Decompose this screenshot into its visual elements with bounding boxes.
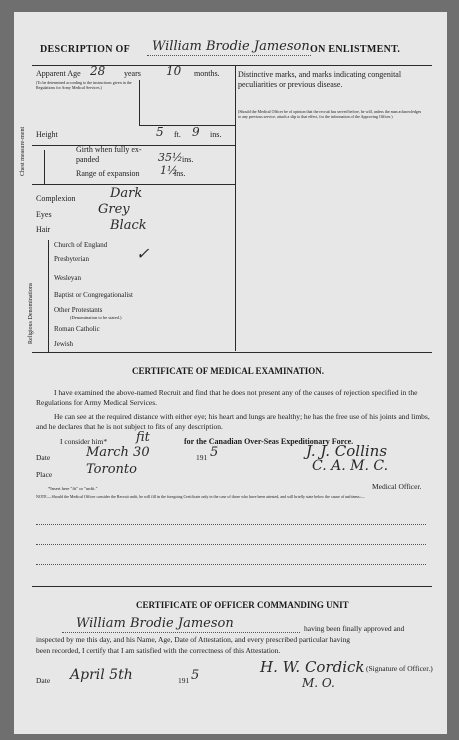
religion-label: Religious Denominations [28, 282, 34, 344]
medical-para-2: He can see at the required distance with either eye; his heart and lungs are healthy; he has the free use of his joints and limbs, and he declares that he is not subject to fits of any description. [36, 412, 430, 431]
medical-signature-rank: C. A. M. C. [312, 458, 389, 474]
consider-label: I consider him* [60, 437, 108, 446]
range-ins-label: ins. [174, 169, 186, 178]
place-value: Toronto [86, 462, 137, 477]
medical-signature: J. J. Collins [306, 442, 388, 460]
religion-church-of-england: Church of England [54, 241, 108, 249]
insert-note: *Insert here "fit" or "unfit." [48, 486, 98, 491]
complexion-label: Complexion [36, 194, 76, 203]
commanding-date-value: April 5th [70, 667, 133, 683]
eyes-label: Eyes [36, 210, 52, 219]
height-ft: 5 [156, 125, 164, 139]
medical-officer-label: Medical Officer. [372, 482, 422, 491]
date-label: Date [36, 453, 51, 462]
consider-value: fit [136, 430, 150, 445]
age-note: (To be determined according to the instructions given in the Regulations for Army Medical Services.) [36, 80, 132, 90]
attestation-sheet [14, 12, 447, 734]
religion-check: ✓ [136, 244, 150, 263]
medical-para-1: I have examined the above-named Recruit and find that he does not present any of the causes of rejection specified in the Regulations for Army Medical Services. [36, 388, 418, 407]
commanding-signature-label: (Signature of Officer.) [366, 664, 433, 673]
commanding-year-value: 5 [191, 668, 200, 683]
months-label: months. [194, 69, 220, 78]
recruit-name: William Brodie Jameson [152, 39, 310, 54]
hair-label: Hair [36, 225, 51, 234]
religion-baptist: Baptist or Congregationalist [54, 291, 133, 299]
title-prefix: DESCRIPTION OF [40, 44, 131, 55]
medical-heading: CERTIFICATE OF MEDICAL EXAMINATION. [132, 366, 325, 376]
years-label: years [124, 69, 141, 78]
year-value: 5 [210, 445, 219, 460]
religion-other-protestants: Other Protestants [54, 306, 103, 314]
girth-label-1: Girth when fully ex- [76, 145, 142, 154]
commanding-signature-rank: M. O. [302, 676, 335, 690]
girth-value: 35½ [158, 151, 183, 164]
range-label: Range of expansion [76, 169, 140, 178]
title-suffix: ON ENLISTMENT. [310, 44, 401, 55]
commanding-text-3: been recorded, I certify that I am satisfied with the correctness of this Attestation. [36, 646, 281, 655]
place-label: Place [36, 470, 53, 479]
religion-jewish: Jewish [54, 340, 74, 348]
ins-label: ins. [210, 130, 222, 139]
girth-label-2: panded [76, 155, 100, 164]
marks-heading: Distinctive marks, and marks indicating congenital peculiarities or previous disease. [238, 70, 402, 89]
chest-label: Chest measure-ment [20, 126, 26, 176]
religion-wesleyan: Wesleyan [54, 274, 82, 282]
complexion-value: Dark [110, 186, 143, 201]
height-label: Height [36, 130, 58, 139]
commanding-recruit-name: William Brodie Jameson [76, 616, 234, 631]
commanding-signature: H. W. Cordick [260, 658, 365, 676]
force-label: for the Canadian Over-Seas Expeditionary Force. [184, 437, 354, 446]
marks-note: (Should the Medical Officer be of opinion that the recruit has served before, he will, unless the man acknowledges to any previous service, attach a slip to that effect, for the information of the Approving Officer.) [238, 109, 422, 119]
age-years: 28 [90, 64, 106, 78]
range-value: 1½ [160, 164, 178, 177]
age-label: Apparent Age [36, 69, 81, 78]
hair-value: Black [110, 218, 147, 233]
year-prefix: 191 [196, 453, 208, 462]
date-value: March 30 [86, 445, 150, 460]
ft-label: ft. [174, 130, 181, 139]
unfit-note: NOTE.—Should the Medical Officer consider the Recruit unfit, he will fill in the foregoing Certificate only in the case of those who have been attested, and will briefly state below the cause of unfitness:— [36, 494, 365, 499]
age-months: 10 [166, 64, 182, 78]
girth-ins-label: ins. [182, 155, 194, 164]
height-ins: 9 [192, 125, 200, 139]
commanding-year-prefix: 191 [178, 676, 190, 685]
commanding-date-label: Date [36, 676, 51, 685]
religion-denomination-note: (Denomination to be stated.) [70, 315, 122, 320]
commanding-heading: CERTIFICATE OF OFFICER COMMANDING UNIT [136, 600, 349, 610]
eyes-value: Grey [98, 202, 130, 217]
commanding-text-1: having been finally approved and [304, 624, 405, 633]
commanding-text-2: inspected by me this day, and his Name, Age, Date of Attestation, and every prescribed particular having [36, 635, 351, 644]
religion-presbyterian: Presbyterian [54, 255, 89, 263]
religion-roman-catholic: Roman Catholic [54, 325, 100, 333]
